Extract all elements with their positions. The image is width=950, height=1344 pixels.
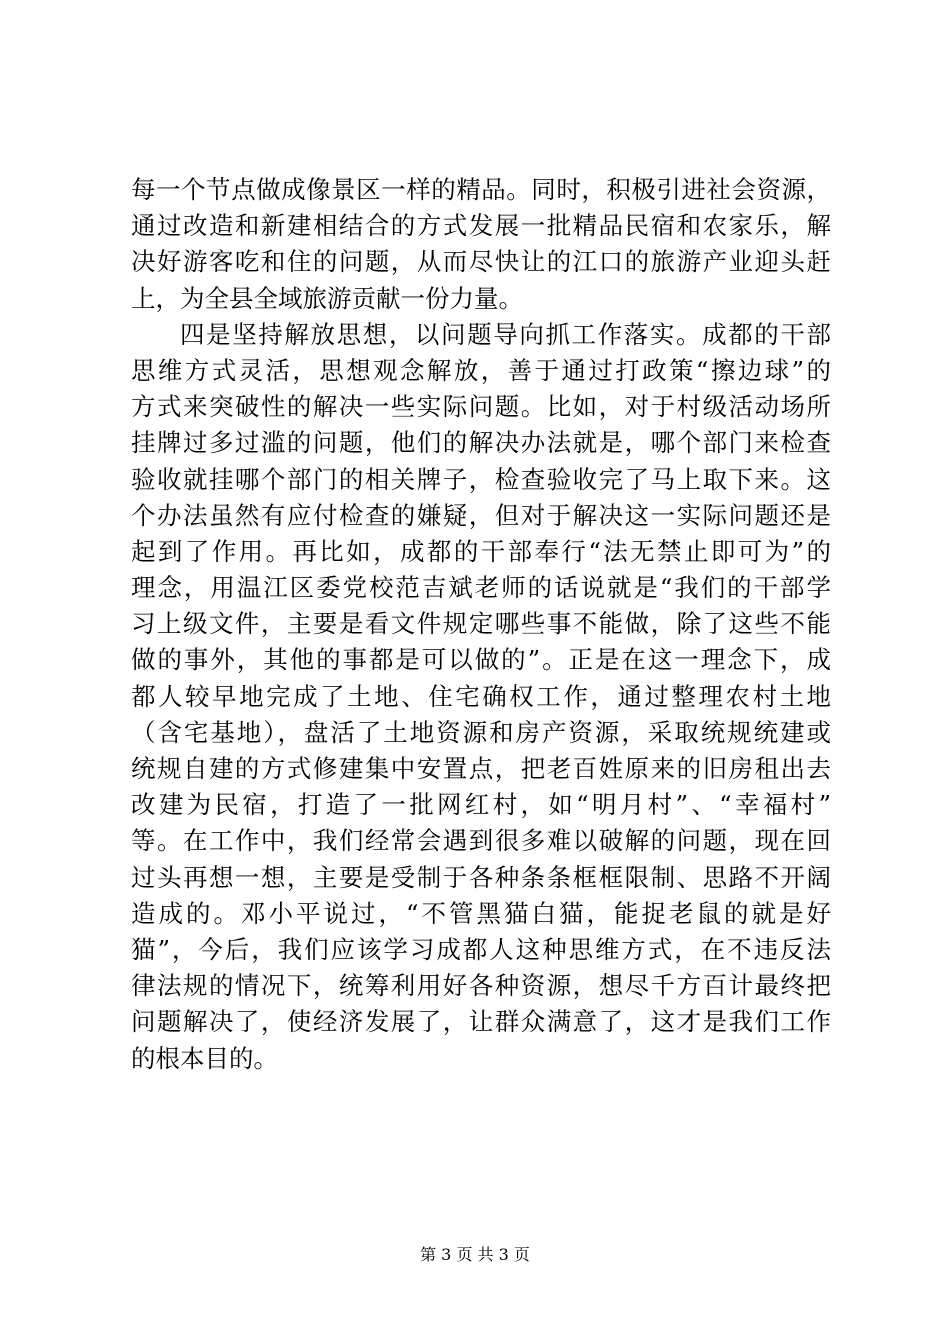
paragraph-2 bbox=[131, 317, 831, 1077]
text-line: 决好游客吃和住的问题，从而尽快让的江口的旅游产业迎头赶 bbox=[131, 247, 831, 277]
text-line: 律法规的情况下，统筹利用好各种资源，想尽千方百计最终把 bbox=[131, 971, 831, 1001]
text-line: 通过改造和新建相结合的方式发展一批精品民宿和农家乐，解 bbox=[131, 211, 831, 241]
text-line: 方式来突破性的解决一些实际问题。比如，对于村级活动场所 bbox=[131, 392, 831, 422]
text-line: 都人较早地完成了土地、住宅确权工作，通过整理农村土地 bbox=[131, 681, 831, 711]
text-line: 理念，用温江区委党校范吉斌老师的话说就是“我们的干部学 bbox=[131, 573, 831, 603]
text-line: （含宅基地），盘活了土地资源和房产资源，采取统规统建或 bbox=[131, 717, 831, 747]
document-body bbox=[131, 172, 831, 1077]
text-line: 统规自建的方式修建集中安置点，把老百姓原来的旧房租出去 bbox=[131, 754, 831, 783]
text-line: 习上级文件，主要是看文件规定哪些事不能做，除了这些不能 bbox=[131, 609, 831, 639]
text-line: 每一个节点做成像景区一样的精品。同时，积极引进社会资源， bbox=[131, 175, 831, 204]
text-line: 造成的。邓小平说过，“不管黑猫白猫，能捉老鼠的就是好 bbox=[131, 898, 831, 928]
text-line: 改建为民宿，打造了一批网红村，如“明月村”、“幸福村” bbox=[131, 790, 831, 820]
text-line: 挂牌过多过滥的问题，他们的解决办法就是，哪个部门来检查 bbox=[131, 428, 831, 458]
text-line: 猫”，今后，我们应该学习成都人这种思维方式，在不违反法 bbox=[131, 934, 831, 964]
text-line: 个办法虽然有应付检查的嫌疑，但对于解决这一实际问题还是 bbox=[131, 500, 831, 530]
text-line: 思维方式灵活，思想观念解放，善于通过打政策“擦边球”的 bbox=[131, 355, 831, 385]
text-line: 的根本目的。 bbox=[131, 1043, 278, 1073]
text-line: 过头再想一想，主要是受制于各种条条框框限制、思路不开阔 bbox=[131, 862, 831, 892]
text-line: 验收就挂哪个部门的相关牌子，检查验收完了马上取下来。这 bbox=[131, 464, 831, 494]
text-line: 问题解决了，使经济发展了，让群众满意了，这才是我们工作 bbox=[131, 1007, 831, 1037]
text-line: 起到了作用。再比如，成都的干部奉行“法无禁止即可为”的 bbox=[131, 536, 831, 566]
text-line: 上，为全县全域旅游贡献一份力量。 bbox=[131, 283, 523, 313]
page-number-footer: 第 3 页 共 3 页 bbox=[420, 1245, 530, 1264]
text-line: 四是坚持解放思想，以问题导向抓工作落实。成都的干部 bbox=[180, 319, 831, 349]
paragraph-1 bbox=[131, 172, 831, 317]
text-line: 做的事外，其他的事都是可以做的”。正是在这一理念下，成 bbox=[131, 645, 831, 675]
text-line: 等。在工作中，我们经常会遇到很多难以破解的问题，现在回 bbox=[131, 826, 831, 856]
